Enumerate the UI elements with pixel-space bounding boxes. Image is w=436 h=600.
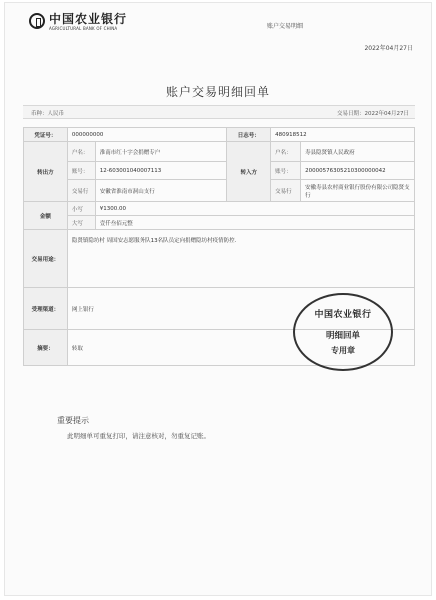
channel-label: 受理渠道： — [24, 288, 68, 330]
summary-value: 转取 — [67, 330, 414, 366]
summary-label: 摘要： — [24, 330, 68, 366]
purpose-label: 交易用途： — [24, 230, 68, 288]
payee-bank-label: 交易行 — [271, 180, 301, 202]
payee-bank: 安徽寿县农村商业银行股份有限公司隐贤支行 — [301, 180, 415, 202]
stamp-line-3: 专用章 — [331, 346, 355, 355]
amount-big-row — [24, 216, 415, 230]
receipt-page — [4, 2, 432, 596]
amount-small-label: 小写 — [67, 202, 95, 216]
tips-text: 此明细单可重复打印，请注意核对，勿重复记账。 — [67, 432, 210, 440]
payer-name: 淮南市红十字会捐赠专户 — [95, 142, 227, 162]
amount-big: 壹仟叁佰元整 — [95, 216, 414, 230]
amount-label: 金额 — [24, 202, 68, 230]
doc-type: 账户交易明细 — [267, 23, 304, 30]
info-bar — [23, 105, 415, 119]
payee-name: 寿县隐贤镇人民政府 — [301, 142, 415, 162]
receipt-stamp — [293, 293, 393, 371]
purpose-row — [24, 230, 415, 288]
payer-bank-label: 交易行 — [67, 180, 95, 202]
payer-account-label: 账号： — [67, 162, 95, 180]
amount-small: ¥1300.00 — [95, 202, 414, 216]
tips-title: 重要提示 — [57, 416, 89, 425]
stamp-line-2: 明细回单 — [325, 331, 360, 341]
payer-label: 转出方 — [24, 142, 68, 202]
abc-logo-icon — [29, 13, 45, 29]
payee-name-label: 户名： — [271, 142, 301, 162]
payee-account: 20000576305210300000042 — [301, 162, 415, 180]
party-name-row — [24, 142, 415, 162]
stamp-line-1: 中国农业银行 — [314, 310, 372, 320]
voucher-row — [24, 128, 415, 142]
payee-account-label: 账号： — [271, 162, 301, 180]
payer-bank: 安徽省淮南市洞山支行 — [95, 180, 227, 202]
bank-name-en: AGRICULTURAL BANK OF CHINA — [49, 26, 118, 31]
header-date: 2022年04月27日 — [364, 45, 413, 52]
page-title: 账户交易明细回单 — [165, 85, 270, 99]
party-account-row — [24, 162, 415, 180]
log-value: 480918512 — [271, 128, 415, 142]
purpose-value: 隐贤镇隐坊村 周国安志愿服务队13名队员定向捐赠隐坊村疫情防控. — [67, 230, 414, 288]
party-bank-row — [24, 180, 415, 202]
voucher-label: 凭证号： — [24, 128, 68, 142]
log-label: 日志号： — [227, 128, 271, 142]
payee-label: 转入方 — [227, 142, 271, 202]
payer-name-label: 户名： — [67, 142, 95, 162]
bank-logo — [29, 13, 127, 31]
bank-name-cn: 中国农业银行 — [49, 12, 128, 26]
bank-name — [49, 13, 127, 31]
currency-text: 币种：人民币 — [31, 111, 65, 117]
payer-account: 12-603001040007113 — [95, 162, 227, 180]
trade-date-text: 交易日期：2022年04月27日 — [337, 111, 409, 117]
amount-big-label: 大写 — [67, 216, 95, 230]
amount-small-row — [24, 202, 415, 216]
voucher-value: 000000000 — [67, 128, 226, 142]
channel-value: 网上银行 — [67, 288, 414, 330]
